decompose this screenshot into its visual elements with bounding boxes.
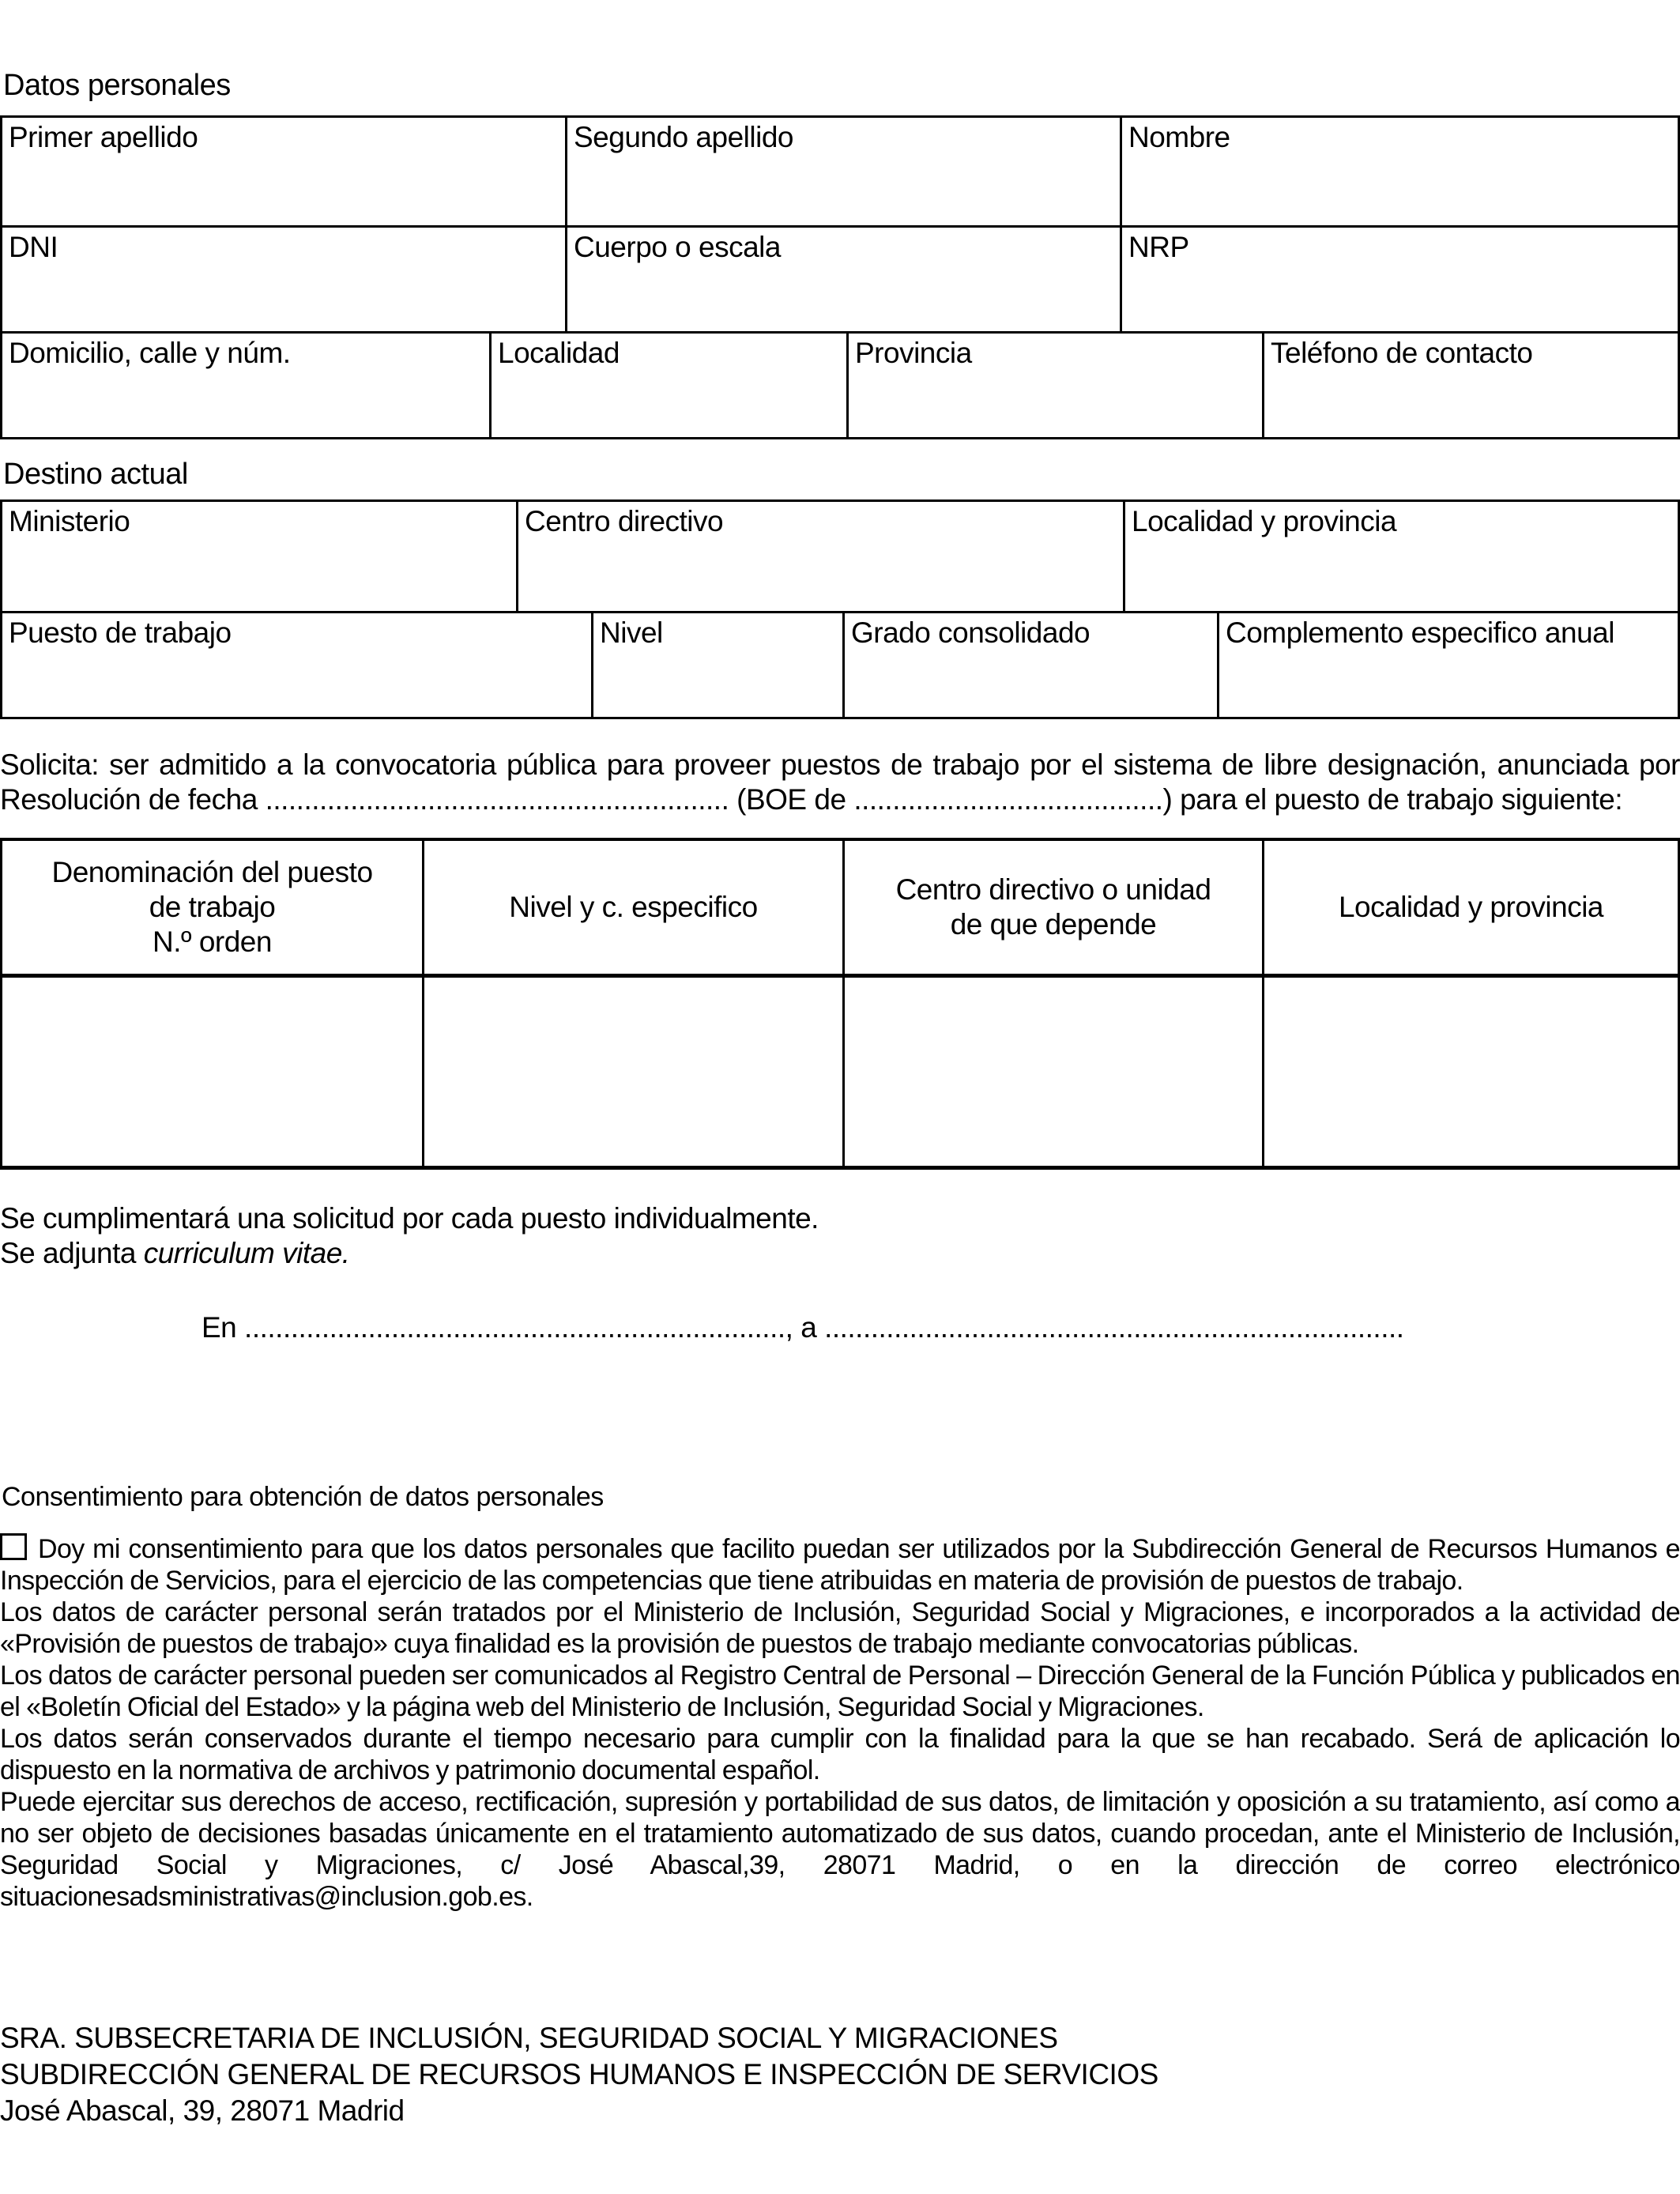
field-primer-apellido[interactable] (2, 118, 565, 225)
field-label: DNI (9, 231, 58, 263)
consent-heading: Consentimiento para obtención de datos personales (2, 1482, 604, 1512)
field-label: Teléfono de contacto (1271, 337, 1533, 369)
col-header-nivel-especifico (422, 841, 842, 974)
field-dni[interactable] (2, 228, 565, 331)
header-line: Nivel y c. especifico (509, 891, 758, 923)
table-row (2, 118, 1678, 225)
table-row (2, 611, 1678, 717)
cell-denominacion-input[interactable] (2, 978, 422, 1166)
field-ministerio[interactable] (2, 502, 516, 611)
field-complemento-especifico[interactable] (1217, 613, 1678, 717)
field-label: Localidad y provincia (1132, 505, 1397, 537)
field-label: Localidad (498, 337, 620, 369)
field-label: Primer apellido (9, 121, 198, 153)
field-label: Nivel (600, 616, 663, 649)
date-mid: , a (785, 1311, 825, 1344)
addressee-line-3: José Abascal, 39, 28071 Madrid (0, 2094, 405, 2127)
destination-table (0, 499, 1680, 719)
field-nrp[interactable] (1120, 228, 1678, 331)
request-text-3: ) para el puesto de trabajo siguiente: (1162, 783, 1623, 816)
field-label: Provincia (855, 337, 972, 369)
consent-section (0, 1481, 1680, 1913)
section-title-destino-actual: Destino actual (3, 458, 188, 491)
field-segundo-apellido[interactable] (565, 118, 1120, 225)
field-label: Cuerpo o escala (574, 231, 781, 263)
field-label: Domicilio, calle y núm. (9, 337, 291, 369)
curriculum-vitae-italic: curriculum vitae. (143, 1237, 350, 1269)
request-text-1: Solicita: ser admitido a la convocatoria pública para proveer puestos de trabajo por el sistema de libre designación, anunciada por Resolución de fecha (0, 748, 1680, 816)
field-telefono[interactable] (1262, 334, 1678, 437)
field-label: Ministerio (9, 505, 130, 537)
header-line: Denominación del puesto (51, 856, 373, 888)
section-title-datos-personales: Datos personales (3, 69, 231, 102)
header-line: de trabajo (149, 891, 276, 923)
consent-checkbox[interactable] (0, 1533, 27, 1560)
field-provincia[interactable] (846, 334, 1262, 437)
field-label: Nombre (1128, 121, 1230, 153)
date-prefix: En (202, 1311, 245, 1344)
header-line: de que depende (950, 908, 1157, 941)
col-header-localidad-provincia (1262, 841, 1678, 974)
personal-data-table (0, 115, 1680, 439)
boe-blank[interactable]: ........................................ (853, 783, 1163, 816)
header-line: Centro directivo o unidad (895, 873, 1211, 906)
header-line: Localidad y provincia (1338, 891, 1604, 923)
note-curriculum (0, 1236, 1680, 1271)
table-row (2, 225, 1678, 331)
place-date-line (202, 1310, 1680, 1345)
cell-nivel-especifico-input[interactable] (422, 978, 842, 1166)
field-label: Centro directivo (525, 505, 724, 537)
field-label: Puesto de trabajo (9, 616, 232, 649)
field-nivel[interactable] (591, 613, 842, 717)
consent-paragraph-2: Los datos de carácter personal serán tratados por el Ministerio de Inclusión, Seguridad Social y Migraciones, e incorporados a la actividad de «Provisión de puestos de trabajo» cuya finalidad es la provisión de puestos de trabajo mediante convocatorias públicas. (0, 1597, 1680, 1659)
field-centro-directivo[interactable] (516, 502, 1123, 611)
note-curriculum-prefix: Se adjunta (0, 1237, 144, 1269)
place-blank[interactable]: ...................................................................... (244, 1311, 785, 1344)
consent-paragraph-3: Los datos de carácter personal pueden ser comunicados al Registro Central de Personal – Dirección General de la Función Pública y publicados en el «Boletín Oficial del Estado» y la página web del Ministerio de Inclusión, Seguridad Social y Migraciones. (0, 1661, 1680, 1722)
field-localidad-provincia[interactable] (1123, 502, 1678, 611)
field-label: Segundo apellido (574, 121, 793, 153)
field-label: Grado consolidado (851, 616, 1090, 649)
table-body-row (2, 974, 1678, 1166)
consent-paragraph-5: Puede ejercitar sus derechos de acceso, rectificación, supresión y portabilidad de sus datos, de limitación y oposición a su tratamiento, así como a no ser objeto de decisiones basadas únicamente en el tratamiento automatizado de sus datos, cuando procedan, ante el Ministerio de Inclusión, Seguridad Social y Migraciones, c/ José Abascal,39, 28071 Madrid, o en la dirección de correo electrónico situacionesadsministrativas@inclusion.gob.es. (0, 1787, 1680, 1912)
fecha-blank[interactable]: ............................................................ (265, 783, 729, 816)
field-label: NRP (1128, 231, 1189, 263)
field-nombre[interactable] (1120, 118, 1678, 225)
cell-centro-directivo-input[interactable] (842, 978, 1262, 1166)
consent-paragraph-4: Los datos serán conservados durante el tiempo necesario para cumplir con la finalidad para la que se han recabado. Será de aplicación lo dispuesto en la normativa de archivos y patrimonio documental español. (0, 1724, 1680, 1785)
col-header-centro-directivo (842, 841, 1262, 974)
table-row (2, 331, 1678, 437)
requested-post-table (0, 838, 1680, 1170)
field-grado-consolidado[interactable] (842, 613, 1217, 717)
note-one-application: Se cumplimentará una solicitud por cada puesto individualmente. (0, 1202, 819, 1235)
cell-localidad-provincia-input[interactable] (1262, 978, 1678, 1166)
request-text-2: (BOE de (729, 783, 854, 816)
field-label: Complemento especifico anual (1226, 616, 1614, 649)
addressee-line-1: SRA. SUBSECRETARIA DE INCLUSIÓN, SEGURIDAD SOCIAL Y MIGRACIONES (0, 2022, 1058, 2054)
table-row (2, 502, 1678, 611)
consent-paragraph-1 (0, 1533, 1680, 1596)
addressee-block (0, 2020, 1680, 2129)
col-header-denominacion (2, 841, 422, 974)
request-paragraph (0, 748, 1680, 817)
field-domicilio[interactable] (2, 334, 489, 437)
date-blank[interactable]: ........................................................................... (824, 1311, 1404, 1344)
field-cuerpo-escala[interactable] (565, 228, 1120, 331)
field-puesto-trabajo[interactable] (2, 613, 591, 717)
consent-text-1: Doy mi consentimiento para que los datos personales que facilito puedan ser utilizados por la Subdirección General de Recursos Humanos e Inspección de Servicios, para el ejercicio de las competencias que tiene atribuidas en materia de provisión de puestos de trabajo. (0, 1534, 1680, 1596)
addressee-line-2: SUBDIRECCIÓN GENERAL DE RECURSOS HUMANOS E INSPECCIÓN DE SERVICIOS (0, 2058, 1158, 2090)
table-header-row (2, 841, 1678, 974)
header-line: N.º orden (153, 925, 272, 958)
field-localidad[interactable] (489, 334, 846, 437)
